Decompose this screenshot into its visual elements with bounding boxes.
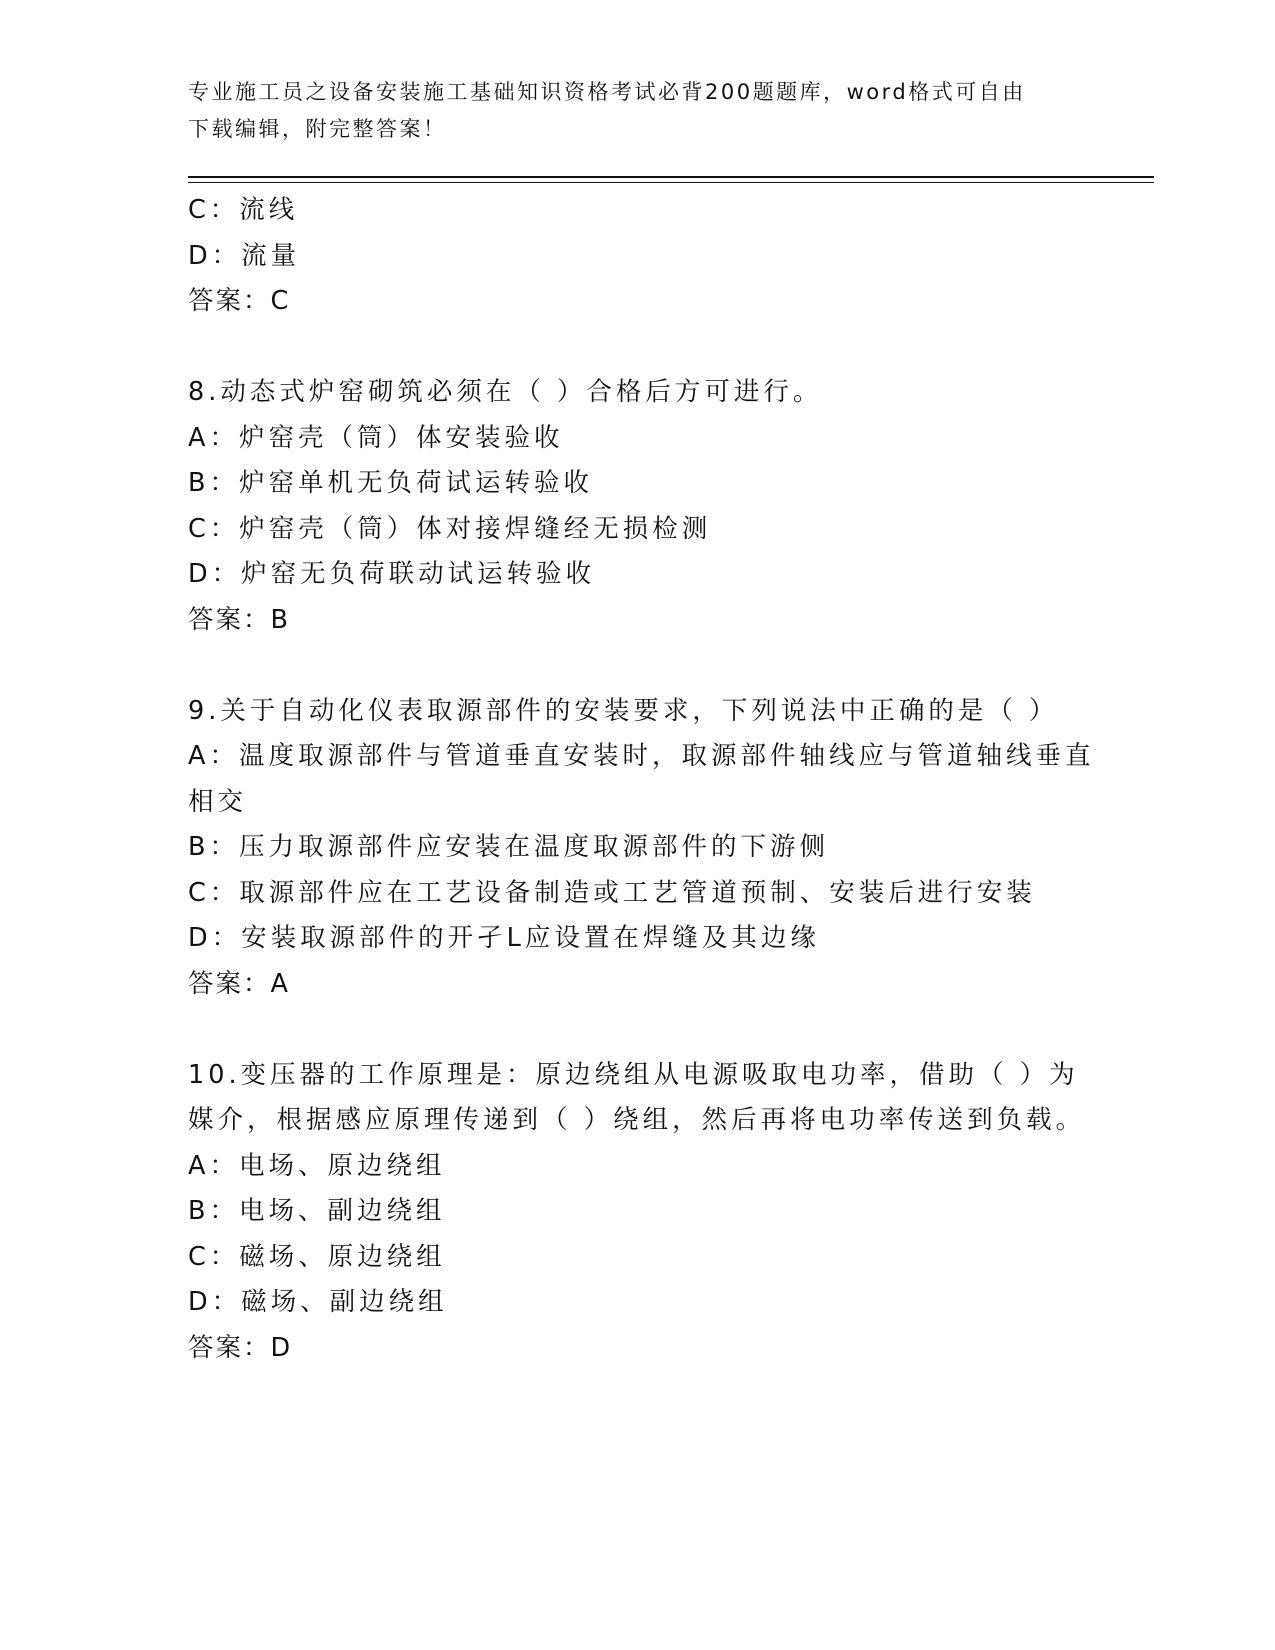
header-title-line-1: 专业施工员之设备安装施工基础知识资格考试必背200题题库，word格式可自由	[188, 80, 1026, 104]
question-list	[188, 188, 1108, 1371]
option-b: B：电场、副边绕组	[188, 1196, 446, 1226]
header-divider-thin	[188, 182, 1154, 183]
option-d: D：炉窑无负荷联动试运转验收	[188, 559, 596, 589]
answer-line: 答案：B	[188, 604, 290, 635]
option-a: A：温度取源部件与管道垂直安装时，取源部件轴线应与管道轴线垂直	[188, 741, 1095, 771]
option-b: B：炉窑单机无负荷试运转验收	[188, 468, 593, 498]
option-c: C：磁场、原边绕组	[188, 1241, 446, 1272]
question-stem: 8.动态式炉窑砌筑必须在（ ）合格后方可进行。	[188, 377, 823, 407]
spacer	[188, 325, 1108, 371]
question-10	[188, 1053, 1108, 1372]
option-b: B：压力取源部件应安装在温度取源部件的下游侧	[188, 832, 829, 862]
header-divider-thick	[188, 176, 1154, 178]
option-a-continuation: 相交	[188, 786, 248, 817]
question-stem-continuation: 媒介，根据感应原理传递到（ ）绕组，然后再将电功率传送到负载。	[188, 1105, 1086, 1135]
option-a: A：电场、原边绕组	[188, 1150, 446, 1181]
answer-line: 答案：C	[188, 286, 291, 316]
question-9	[188, 689, 1108, 1008]
option-d: D：流量	[188, 240, 301, 271]
answer-line: 答案：A	[188, 968, 290, 999]
header-title-line-2: 下载编辑，附完整答案！	[188, 117, 447, 141]
option-d: D：安装取源部件的开孑L应设置在焊缝及其边缘	[188, 923, 820, 953]
spacer	[188, 1007, 1108, 1053]
answer-line: 答案：D	[188, 1332, 293, 1363]
option-d: D：磁场、副边绕组	[188, 1287, 448, 1317]
option-c: C：流线	[188, 195, 299, 225]
question-stem: 9.关于自动化仪表取源部件的安装要求，下列说法中正确的是（ ）	[188, 695, 1059, 726]
question-8	[188, 370, 1108, 643]
document-header	[188, 74, 1068, 148]
option-a: A：炉窑壳（筒）体安装验收	[188, 422, 564, 453]
spacer	[188, 643, 1108, 689]
option-c: C：取源部件应在工艺设备制造或工艺管道预制、安装后进行安装	[188, 877, 1036, 908]
question-stem: 10.变压器的工作原理是：原边绕组从电源吸取电功率，借助（ ）为	[188, 1059, 1079, 1090]
option-c: C：炉窑壳（筒）体对接焊缝经无损检测	[188, 513, 712, 544]
question-7-remainder	[188, 188, 1108, 325]
